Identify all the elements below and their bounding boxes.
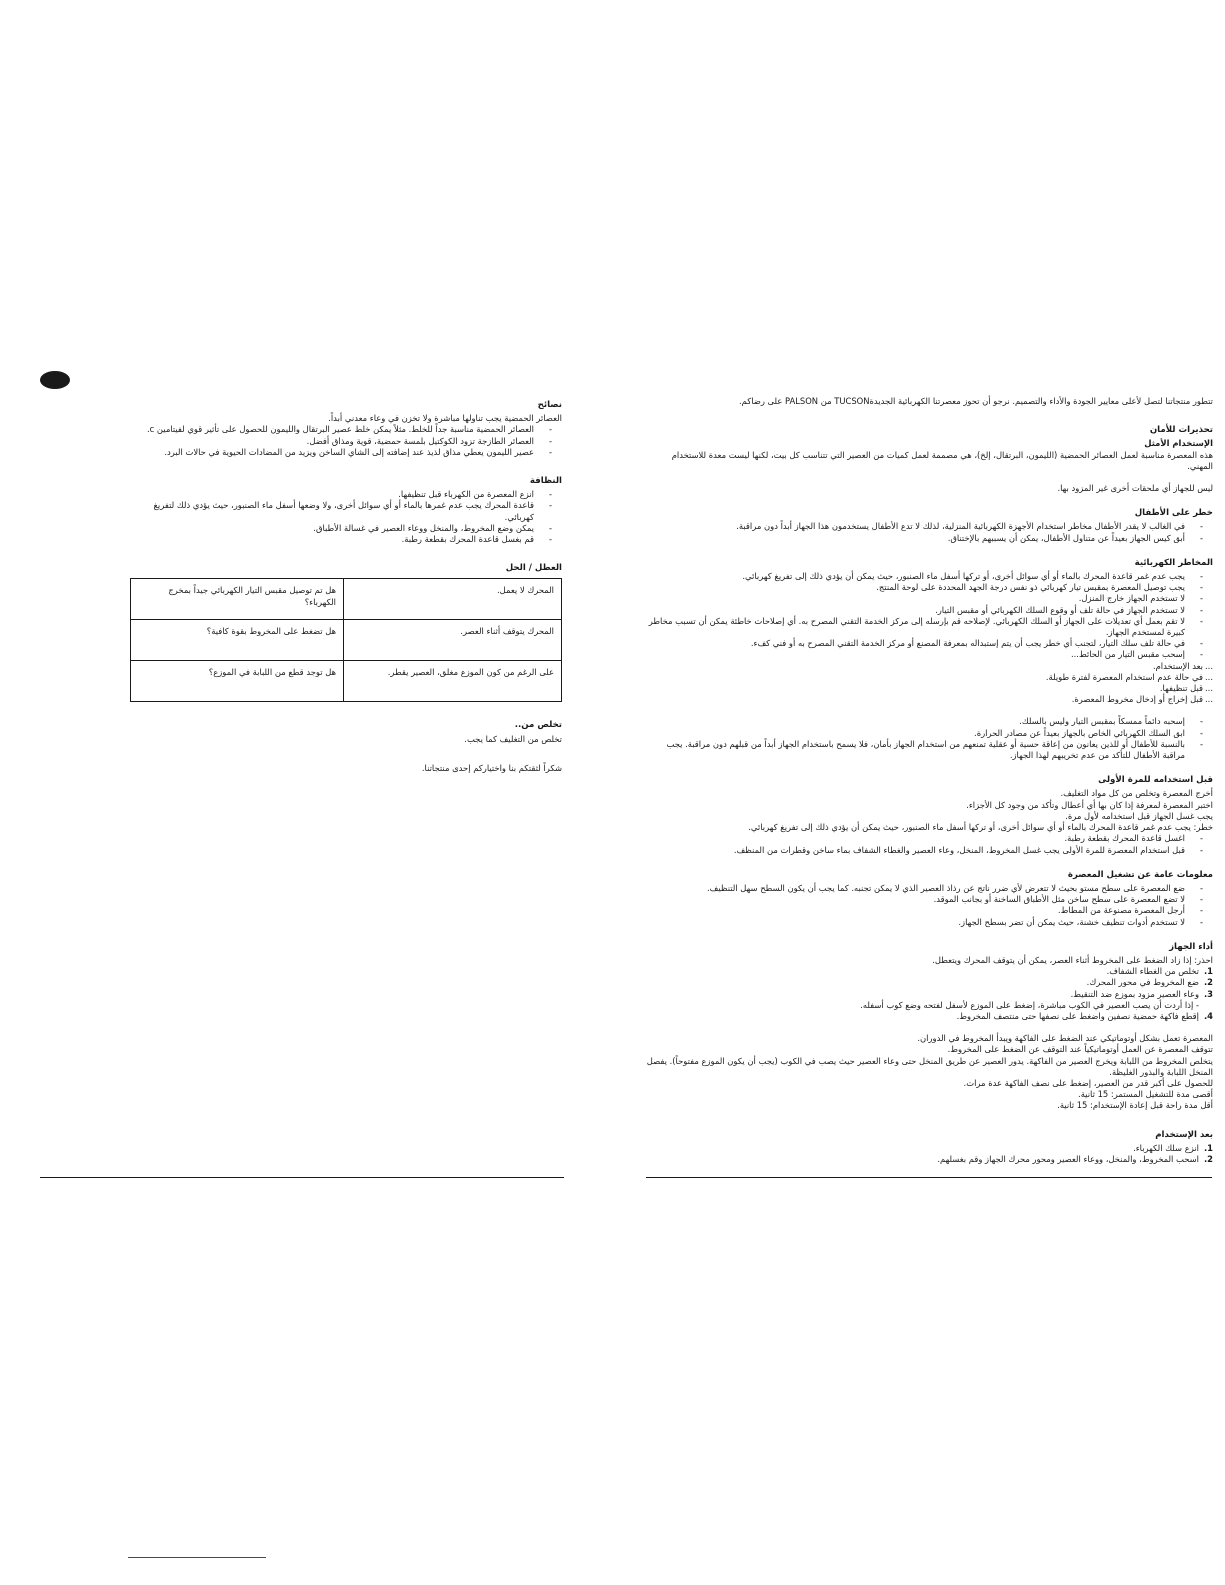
left-page-footer-rule [40, 1177, 564, 1178]
first-use-line: يجب غسل الجهاز قبل استخدامه لأول مرة. [1065, 810, 1213, 821]
safety-heading: تحذيرات للأمان [1149, 425, 1213, 436]
after-use-step: 1. انزع سلك الكهرباء. [1133, 1142, 1213, 1153]
right-page-footer-rule [646, 1177, 1212, 1178]
general-info-item: - لا تستخدم أدوات تنظيف خشنة، حيث يمكن أن تضر بسطح الجهاز. [958, 916, 1203, 927]
auto-operation-line: أقل مدة راحة قبل إعادة الإستخدام: 15 ثانية. [1057, 1100, 1213, 1111]
table-row [131, 661, 562, 702]
solution-cell: هل توجد قطع من اللبابة في الموزع؟ [131, 661, 344, 702]
general-info-heading: معلومات عامة عن تشغيل المعصرة [1067, 869, 1213, 880]
electrical-item: - لا تستخدم الجهاز في حالة تلف أو وقوع السلك الكهربائي أو مقبس التيار. [935, 604, 1203, 615]
after-use-heading: بعد الإستخدام [1155, 1129, 1213, 1140]
electrical-item: - في حالة تلف سلك التيار، لتجنب أي خطر يجب أن يتم إستبداله بمعرفة المصنع أو مركز الخدمة التقني المصرح به أو فني كفء. [750, 638, 1203, 649]
children-heading: خطر على الأطفال [1134, 508, 1213, 519]
operation-caution: احذر: إذا زاد الضغط على المخروط أثناء العصر، يمكن أن يتوقف المحرك ويتعطل. [932, 954, 1213, 965]
first-use-line: أخرج المعصرة وتخلص من كل مواد التغليف. [1060, 788, 1213, 799]
operation-heading: أداء الجهاز [1169, 941, 1213, 952]
troubleshooting-heading: العطل / الحل [505, 563, 562, 574]
electrical-item: - بالنسبة للأطفال أو للذين يعانون من إعاقة حسية أو عقلية تمنعهم من استخدام الجهاز بأمان، فلا يسمح باستخدام الجهاز أبداً من قبلهم دون مراقبة. يجب مراقبة الأطفال للتأكد من عدم تخريبهم لهذا الجهاز. [666, 738, 1203, 761]
footnote-link-line [128, 1557, 266, 1558]
first-use-warning: خطر: يجب عدم غمر قاعدة المحرك بالماء أو أي سوائل أخرى، أو تركها أسفل ماء الصنبور، حيث يمكن أن يؤدي ذلك إلى تفريغ كهربائي. [748, 822, 1213, 833]
children-item: - في الغالب لا يقدر الأطفال مخاطر استخدام الأجهزة الكهربائية المنزلية، لذلك لا تدع الأطفال يستخدمون هذا الجهاز أبداً دون مراقبة. [736, 521, 1203, 532]
unplug-condition: ... في حالة عدم استخدام المعصرة لفترة طويلة. [1045, 671, 1213, 682]
auto-operation-line: يتخلص المخروط من اللبابة ويخرج العصير من الفاكهة. يدور العصير عن طريق المنخل حتى وعاء العصير حيث يصب في الكوب (يجب أن يكون الموزع مفتوحاً). يفصل المنخل اللبابة والبذور الغليظة. [646, 1055, 1213, 1077]
cleaning-item: - انزع المعصرة من الكهرباء قبل تنظيفها. [398, 489, 552, 500]
first-use-item: - قبل استخدام المعصرة للمرة الأولى يجب غسل المخروط، المنخل، وعاء العصير والغطاء الشفاف بماء ساخن وقطرات من المنظف. [733, 844, 1203, 855]
auto-operation-line: أقصى مدة للتشغيل المستمر: 15 ثانية. [1078, 1089, 1213, 1100]
operation-step: - إذا أردت أن يصب العصير في الكوب مباشرة، إضغط على الموزع لأسفل لفتحه وضع كوب أسفله. [860, 999, 1199, 1010]
troubleshooting-table [130, 578, 562, 702]
problem-cell: المحرك لا يعمل. [344, 579, 562, 620]
table-row [131, 579, 562, 620]
unplug-condition: ... بعد الإستخدام. [1152, 660, 1213, 671]
tips-item: - العصائر الحمضية مناسبة جداً للخلط. مثلاً يمكن خلط عصير البرتقال والليمون للحصول على تأثير قوي لفيتامين c. [146, 424, 552, 435]
electrical-item: - إسحب مقبس التيار من الحائط... [1070, 649, 1203, 660]
disposal-heading: تخلص من.. [514, 720, 562, 731]
solution-cell: هل تم توصيل مقبس التيار الكهربائي جيداً بمخرج الكهرباء؟ [131, 579, 344, 620]
problem-cell: على الرغم من كون الموزع مغلق، العصير يقطر. [344, 661, 562, 702]
tips-item: - عصير الليمون يعطي مذاق لذيذ عند إضافته إلى الشاي الساخن ويزيد من المضادات الحيوية في حالات البرد. [164, 446, 552, 457]
intro-text: تتطور منتجاتنا لتصل لأعلى معايير الجودة والأداء والتصميم. نرجو أن تحوز معصرتنا الكهربائية الجديدةTUCSON من PALSON على رضاكم. [738, 396, 1213, 406]
operation-step: 2. ضع المخروط في محور المحرك. [1086, 977, 1213, 988]
tips-heading: نصائح [537, 400, 562, 410]
electrical-item: - ابق السلك الكهربائي الخاص بالجهاز بعيداً عن مصادر الحرارة. [974, 727, 1203, 738]
solution-cell: هل تضغط على المخروط بقوة كافية؟ [131, 620, 344, 661]
first-use-heading: قبل استخدامه للمرة الأولى [1098, 775, 1213, 786]
auto-operation-line: المعصرة تعمل بشكل أوتوماتيكي عند الضغط على الفاكهة ويبدأ المخروط في الدوران. [917, 1033, 1213, 1044]
table-row [131, 620, 562, 661]
electrical-heading: المخاطر الكهربائية [1134, 557, 1213, 568]
no-accessories-text: ليس للجهاز أي ملحقات أخرى غير المزود بها. [1057, 483, 1213, 494]
after-use-step: 2. اسحب المخروط، والمنخل، ووعاء العصير ومحور محرك الجهاز وقم بغسلهم. [937, 1153, 1213, 1164]
electrical-item: - لا تستخدم الجهاز خارج المنزل. [1078, 593, 1203, 604]
operation-step: 3. وعاء العصير مزود بموزع ضد التنقيط. [1070, 988, 1213, 999]
general-info-item: - لا تضع المعصرة على سطح ساخن مثل الأطباق الساخنة أو بجانب الموقد. [933, 894, 1203, 905]
tips-item: - العصائر الطازجة تزود الكوكتيل بلمسة حمضية، قوية ومذاق أفضل. [306, 435, 552, 446]
problem-cell: المحرك يتوقف أثناء العصر. [344, 620, 562, 661]
electrical-item: - يجب عدم غمر قاعدة المحرك بالماء أو أي سوائل أخرى، أو تركها أسفل ماء الصنبور، حيث يمكن أن يؤدي ذلك إلى تفريغ كهربائي. [742, 571, 1203, 582]
cleaning-item: - قاعدة المحرك يجب عدم غمرها بالماء أو أي سوائل أخرى، ولا وضعها أسفل ماء الصنبور، حيث يؤدي ذلك لتفريغ كهربائي. [153, 500, 552, 522]
proper-use-text: هذه المعصرة مناسبة لعمل العصائر الحمضية (الليمون، البرتقال، إلخ)، هي مصممة لعمل كميات من العصير التي تتناسب كل بيت، لكنها ليست معدة للاستخدام المهني. [671, 449, 1213, 471]
language-badge [40, 371, 70, 389]
cleaning-item: - يمكن وضع المخروط، والمنخل ووعاء العصير في غسالة الأطباق. [313, 522, 552, 533]
first-use-item: - اغسل قاعدة المحرك بقطعة رطبة. [1064, 833, 1203, 844]
proper-use-heading: الإستخدام الأمثل [1144, 438, 1213, 449]
auto-operation-line: للحصول على أكبر قدر من العصير، إضغط على نصف الفاكهة عدة مرات. [963, 1077, 1213, 1088]
general-info-item: - أرجل المعصرة مصنوعة من المطاط. [1057, 905, 1203, 916]
first-use-line: اختبر المعصرة لمعرفة إذا كان بها أي أعطال وتأكد من وجود كل الأجزاء. [966, 799, 1213, 810]
tips-intro: العصائر الحمضية يجب تناولها مباشرة ولا تخزن في وعاء معدني أبداً. [328, 413, 562, 424]
cleaning-heading: النظافة [529, 476, 562, 487]
unplug-condition: ... قبل تنظيفها. [1159, 683, 1213, 694]
operation-step: 1. تخلص من الغطاء الشفاف. [1106, 966, 1213, 977]
electrical-item: - لا تقم بعمل أي تعديلات على الجهاز أو السلك الكهربائي. لإصلاحه قم بإرسله إلى مركز الخدمة التقني المصرح به. أي إصلاحات خاطئة يمكن أن تسبب مخاطر كبيرة لمستخدم الجهاز. [648, 615, 1203, 638]
electrical-item: - إسحبه دائماً ممسكاً بمقبس التيار وليس بالسلك. [1019, 716, 1203, 727]
operation-step: 4. إقطع فاكهة حمضية نصفين واضغط على نصفها حتى منتصف المخروط. [956, 1010, 1213, 1021]
thanks-text: شكراً لثقتكم بنا واختياركم إحدى منتجاتنا. [421, 762, 562, 773]
children-item: - أبق كيس الجهاز بعيداً عن متناول الأطفال، يمكن أن يسببهم بالإختناق. [947, 532, 1203, 543]
right-page-column [645, 396, 1213, 1165]
auto-operation-line: تتوقف المعصرة عن العمل أوتوماتيكياً عند التوقف عن الضغط على المخروط. [947, 1044, 1213, 1055]
disposal-text: تخلص من التغليف كما يجب. [464, 733, 562, 744]
general-info-item: - ضع المعصرة على سطح مستو بحيث لا تتعرض لأي ضرر ناتج عن رذاذ العصير الذي لا يمكن تجنبه. كما يجب أن يكون السطح سهل التنظيف. [706, 882, 1203, 893]
left-page-column [128, 400, 562, 774]
electrical-item: - يجب توصيل المعصرة بمقبس تيار كهربائي ذو نفس درجة الجهد المحددة على لوحة المنتج. [876, 582, 1203, 593]
unplug-condition: ... قبل إخراج أو إدخال مخروط المعصرة. [1071, 694, 1213, 705]
cleaning-item: - قم بغسل قاعدة المحرك بقطعة رطبة. [401, 534, 552, 545]
